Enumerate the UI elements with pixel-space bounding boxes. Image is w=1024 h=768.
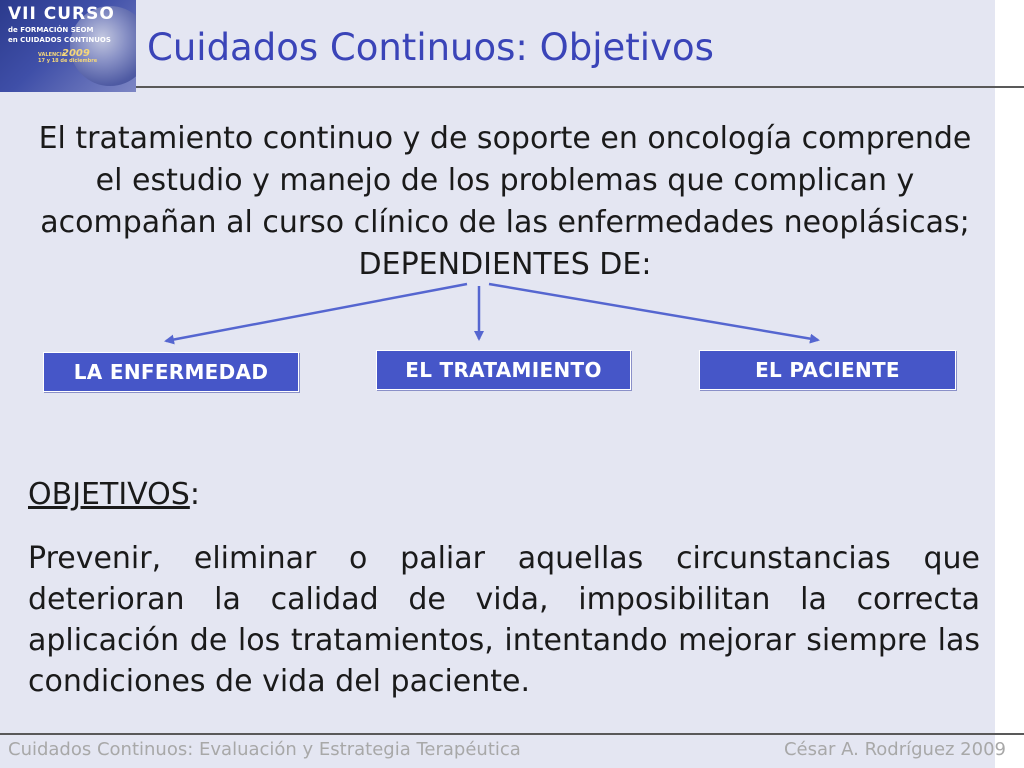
- footer-author: César A. Rodríguez 2009: [783, 739, 1006, 760]
- footer-course-title: Cuidados Continuos: Evaluación y Estrategia Terapéutica: [8, 739, 521, 760]
- objectives-heading: [28, 477, 200, 512]
- logo-line-1: VII CURSO: [8, 4, 115, 24]
- objectives-paragraph: Prevenir, eliminar o paliar aquellas circunstancias que deterioran la calidad de vida, imposibilitan la correcta aplicación de los tratamientos, intentando mejorar siempre las condiciones de vida del paciente.: [28, 541, 980, 699]
- arrow-to-enfermedad: [166, 284, 467, 341]
- box-el-tratamiento: EL TRATAMIENTO: [376, 350, 631, 390]
- intro-paragraph: El tratamiento continuo y de soporte en oncología comprende el estudio y manejo de los problemas que complican y acompañan al curso clínico de las enfermedades neoplásicas; DEPENDIENTES DE:: [38, 121, 972, 282]
- objectives-heading-label: OBJETIVOS: [28, 477, 190, 512]
- slide-title: Cuidados Continuos: Objetivos: [147, 26, 714, 69]
- footer-divider: [0, 733, 1024, 735]
- logo-year: 2009: [62, 48, 90, 59]
- logo-dates: 17 y 18 de diciembre: [38, 58, 98, 64]
- box-el-paciente: EL PACIENTE: [699, 350, 956, 390]
- box-la-enfermedad: LA ENFERMEDAD: [43, 352, 299, 392]
- logo-line-3: en CUIDADOS CONTINUOS: [8, 36, 111, 44]
- objectives-heading-colon: :: [189, 477, 200, 512]
- arrow-to-paciente: [489, 284, 818, 340]
- logo-location: VALENCIA: [38, 52, 66, 58]
- logo-line-2: de FORMACIÓN SEOM: [8, 26, 94, 34]
